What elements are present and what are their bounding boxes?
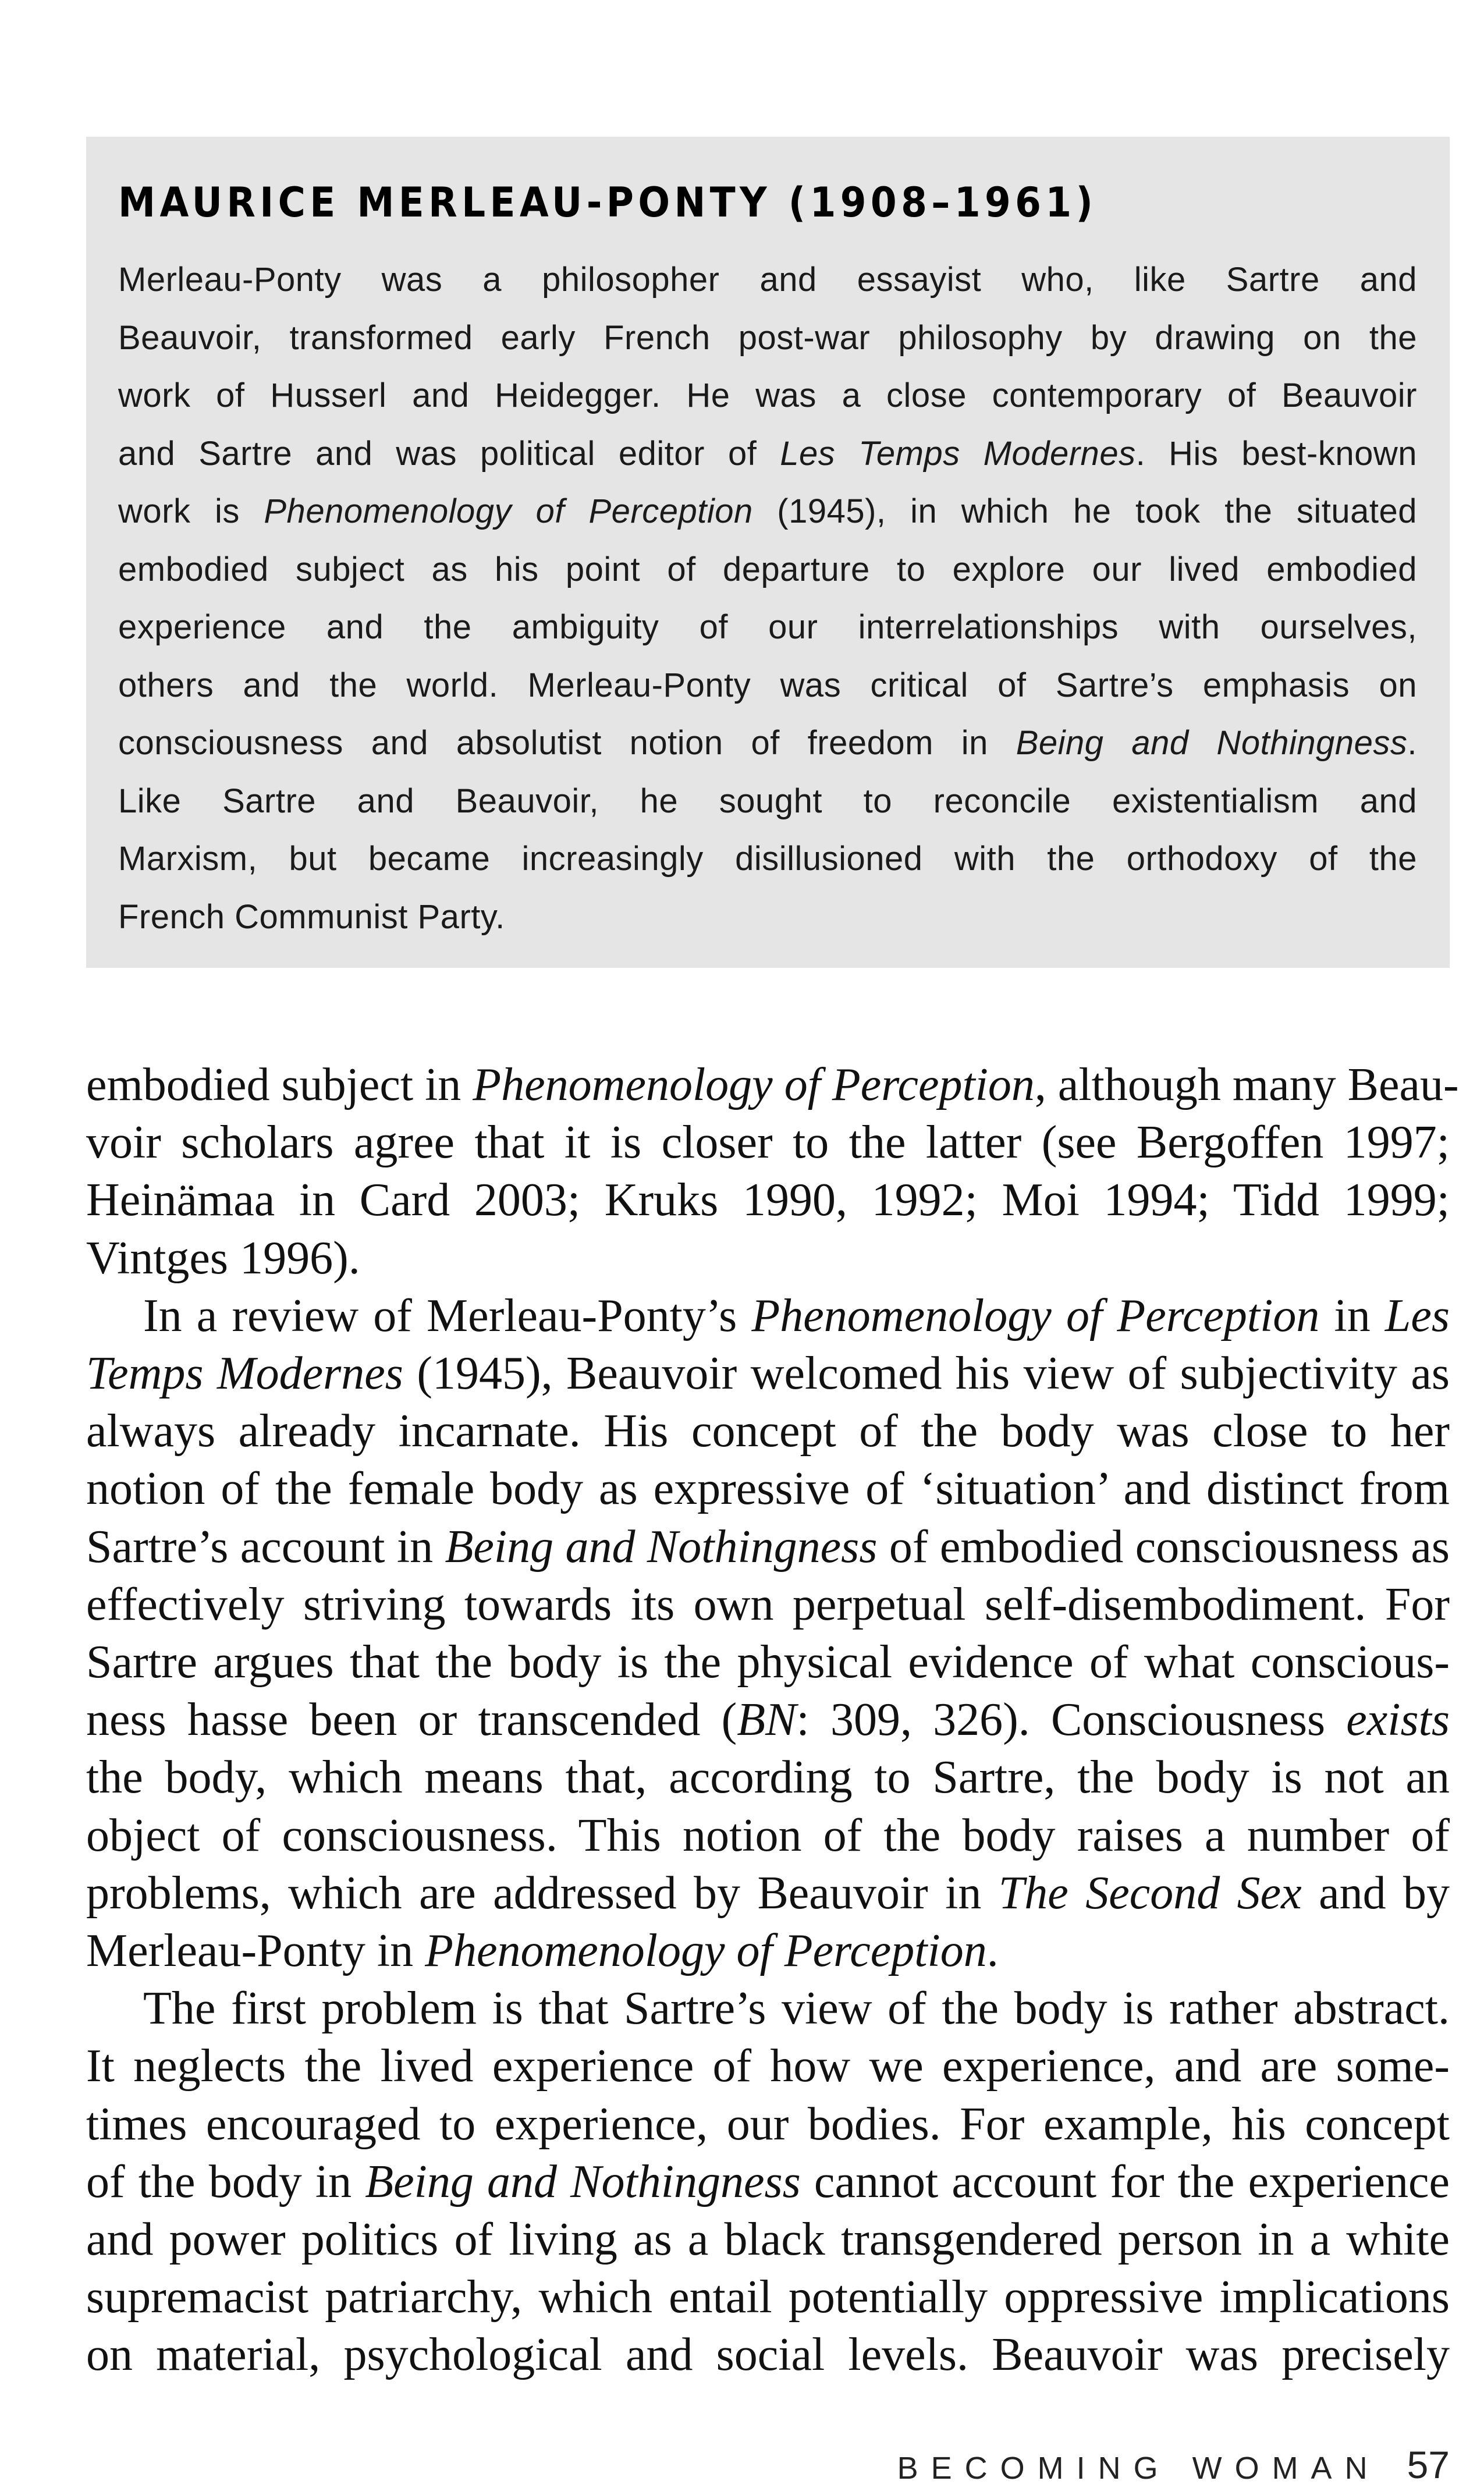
text-run: others and the world. Merleau-Ponty was critical of Sartre’s emphasis on <box>118 666 1417 704</box>
body-line <box>86 1634 1450 1691</box>
body-line <box>86 1345 1450 1403</box>
body-line <box>86 2269 1450 2326</box>
body-line <box>86 1865 1450 1922</box>
text-run: Heinämaa in Card 2003; Kruks 1990, 1992; Moi 1994; Tidd 1999; <box>86 1174 1450 1226</box>
text-run: Sartre’s account in <box>86 1521 445 1573</box>
italic-title-text: Temps Modernes <box>86 1348 403 1400</box>
body-paragraph <box>86 1287 1450 1980</box>
text-run: . <box>1407 724 1417 762</box>
text-run: Merleau-Ponty was a philosopher and essayist who, like Sartre and <box>118 261 1417 299</box>
text-run: Merleau-Ponty in <box>86 1925 425 1977</box>
text-run: It neglects the lived experience of how we experience, and are some- <box>86 2040 1450 2092</box>
biography-sidebar-box <box>86 137 1450 968</box>
body-line <box>86 1460 1450 1518</box>
text-run: ness hasse been or transcended ( <box>86 1694 737 1746</box>
text-run: . His best-known <box>1135 434 1417 473</box>
text-run: French Communist Party. <box>118 897 505 936</box>
body-line <box>86 1922 1450 1980</box>
italic-title-text: Being and Nothingness <box>365 2156 801 2207</box>
body-line <box>86 2211 1450 2269</box>
text-run: (1945), Beauvoir welcomed his view of subjectivity as <box>403 1348 1450 1400</box>
body-line <box>86 1518 1450 1576</box>
text-run: Beauvoir, transformed early French post-war philosophy by drawing on the <box>118 318 1417 357</box>
body-line <box>86 1980 1450 2038</box>
sidebar-line <box>118 830 1417 888</box>
sidebar-line <box>118 367 1417 425</box>
italic-title-text: exists <box>1346 1694 1450 1746</box>
page-number: 57 <box>1407 2443 1450 2486</box>
page-footer <box>897 2443 1450 2484</box>
italic-title-text: Being and Nothingness <box>1016 724 1408 762</box>
sidebar-line <box>118 656 1417 715</box>
sidebar-line <box>118 888 1417 946</box>
text-run: Like Sartre and Beauvoir, he sought to reconcile existentialism and <box>118 782 1417 820</box>
italic-title-text: Being and Nothingness <box>445 1521 878 1573</box>
italic-title-text: BN <box>737 1694 797 1746</box>
body-line <box>86 2096 1450 2153</box>
text-run: consciousness and absolutist notion of freedom in <box>118 724 1016 762</box>
text-run: embodied subject as his point of departure to explore our lived embodied <box>118 550 1417 588</box>
sidebar-line <box>118 425 1417 483</box>
body-line <box>86 1114 1450 1172</box>
italic-title-text: Phenomenology of Perception <box>473 1059 1035 1110</box>
sidebar-line <box>118 598 1417 656</box>
text-run: In a review of Merleau-Ponty’s <box>143 1290 752 1341</box>
text-run: notion of the female body as expressive of ‘situation’ and distinct from <box>86 1463 1450 1515</box>
body-paragraph <box>86 1056 1459 1287</box>
body-line <box>86 1749 1450 1806</box>
body-line <box>86 2038 1450 2095</box>
sidebar-body-text <box>118 251 1417 946</box>
text-run: work of Husserl and Heidegger. He was a close contemporary of Beauvoir <box>118 377 1417 414</box>
text-run: of embodied consciousness as <box>877 1521 1450 1573</box>
text-run: voir scholars agree that it is closer to the latter (see Bergoffen 1997; <box>86 1117 1450 1169</box>
body-line <box>86 2153 1450 2211</box>
text-run: experience and the ambiguity of our interrelationships with ourselves, <box>118 608 1417 646</box>
text-run: in <box>1319 1290 1385 1341</box>
text-run: Sartre argues that the body is the physical evidence of what conscious- <box>86 1637 1450 1688</box>
text-run: the body, which means that, according to Sartre, the body is not an <box>86 1752 1450 1804</box>
text-run: . <box>986 1925 999 1977</box>
text-run: times encouraged to experience, our bodies. For example, his concept <box>86 2098 1450 2150</box>
text-run: : 309, 326). Consciousness <box>796 1694 1347 1746</box>
sidebar-line <box>118 714 1417 772</box>
text-run: and power politics of living as a black transgendered person in a white <box>86 2214 1450 2266</box>
body-line <box>86 1287 1450 1345</box>
text-run: of the body in <box>86 2156 365 2207</box>
body-line <box>86 1807 1450 1865</box>
text-run: Vintges 1996). <box>86 1232 360 1284</box>
text-run: problems, which are addressed by Beauvoir in <box>86 1867 999 1919</box>
sidebar-line <box>118 541 1417 599</box>
body-paragraph <box>86 1980 1450 2384</box>
sidebar-line <box>118 772 1417 830</box>
text-run: The first problem is that Sartre’s view of the body is rather abstract. <box>143 1983 1450 2035</box>
italic-title-text: The Second Sex <box>998 1867 1302 1919</box>
text-run: (1945), in which he took the situated <box>752 492 1417 530</box>
body-line <box>86 1576 1450 1634</box>
text-run: cannot account for the experience <box>800 2156 1450 2207</box>
text-run: on material, psychological and social levels. Beauvoir was precisely <box>86 2329 1450 2381</box>
italic-title-text: Phenomenology of Perception <box>425 1925 987 1977</box>
text-run: always already incarnate. His concept of the body was close to her <box>86 1406 1450 1457</box>
body-line <box>86 1691 1450 1749</box>
body-line <box>86 2326 1450 2384</box>
running-title: BECOMING WOMAN <box>897 2451 1380 2486</box>
body-line <box>86 1230 1450 1287</box>
text-run: effectively striving towards its own perpetual self-disembodiment. For <box>86 1578 1450 1630</box>
italic-title-text: Les <box>1384 1290 1450 1341</box>
italic-title-text: Phenomenology of Perception <box>751 1290 1320 1341</box>
body-line <box>86 1056 1459 1114</box>
italic-title-text: Phenomenology of Perception <box>264 492 753 530</box>
body-line <box>86 1403 1450 1460</box>
sidebar-line <box>118 309 1417 367</box>
sidebar-title: MAURICE MERLEAU-PONTY (1908–1961) <box>118 179 1098 226</box>
text-run: Marxism, but became increasingly disillusioned with the orthodoxy of the <box>118 840 1417 878</box>
sidebar-line <box>118 482 1417 541</box>
text-run: and by <box>1301 1867 1450 1919</box>
body-line <box>86 1172 1450 1229</box>
text-run: , although many Beau- <box>1034 1059 1459 1110</box>
text-run: object of consciousness. This notion of the body raises a number of <box>86 1809 1450 1861</box>
sidebar-line <box>118 251 1417 309</box>
text-run: work is <box>118 492 264 530</box>
text-run: supremacist patriarchy, which entail potentially oppressive implications <box>86 2272 1450 2323</box>
text-run: and Sartre and was political editor of <box>118 434 780 473</box>
main-body-text <box>86 1056 1459 2384</box>
italic-title-text: Les Temps Modernes <box>780 434 1136 473</box>
text-run: embodied subject in <box>86 1059 473 1110</box>
